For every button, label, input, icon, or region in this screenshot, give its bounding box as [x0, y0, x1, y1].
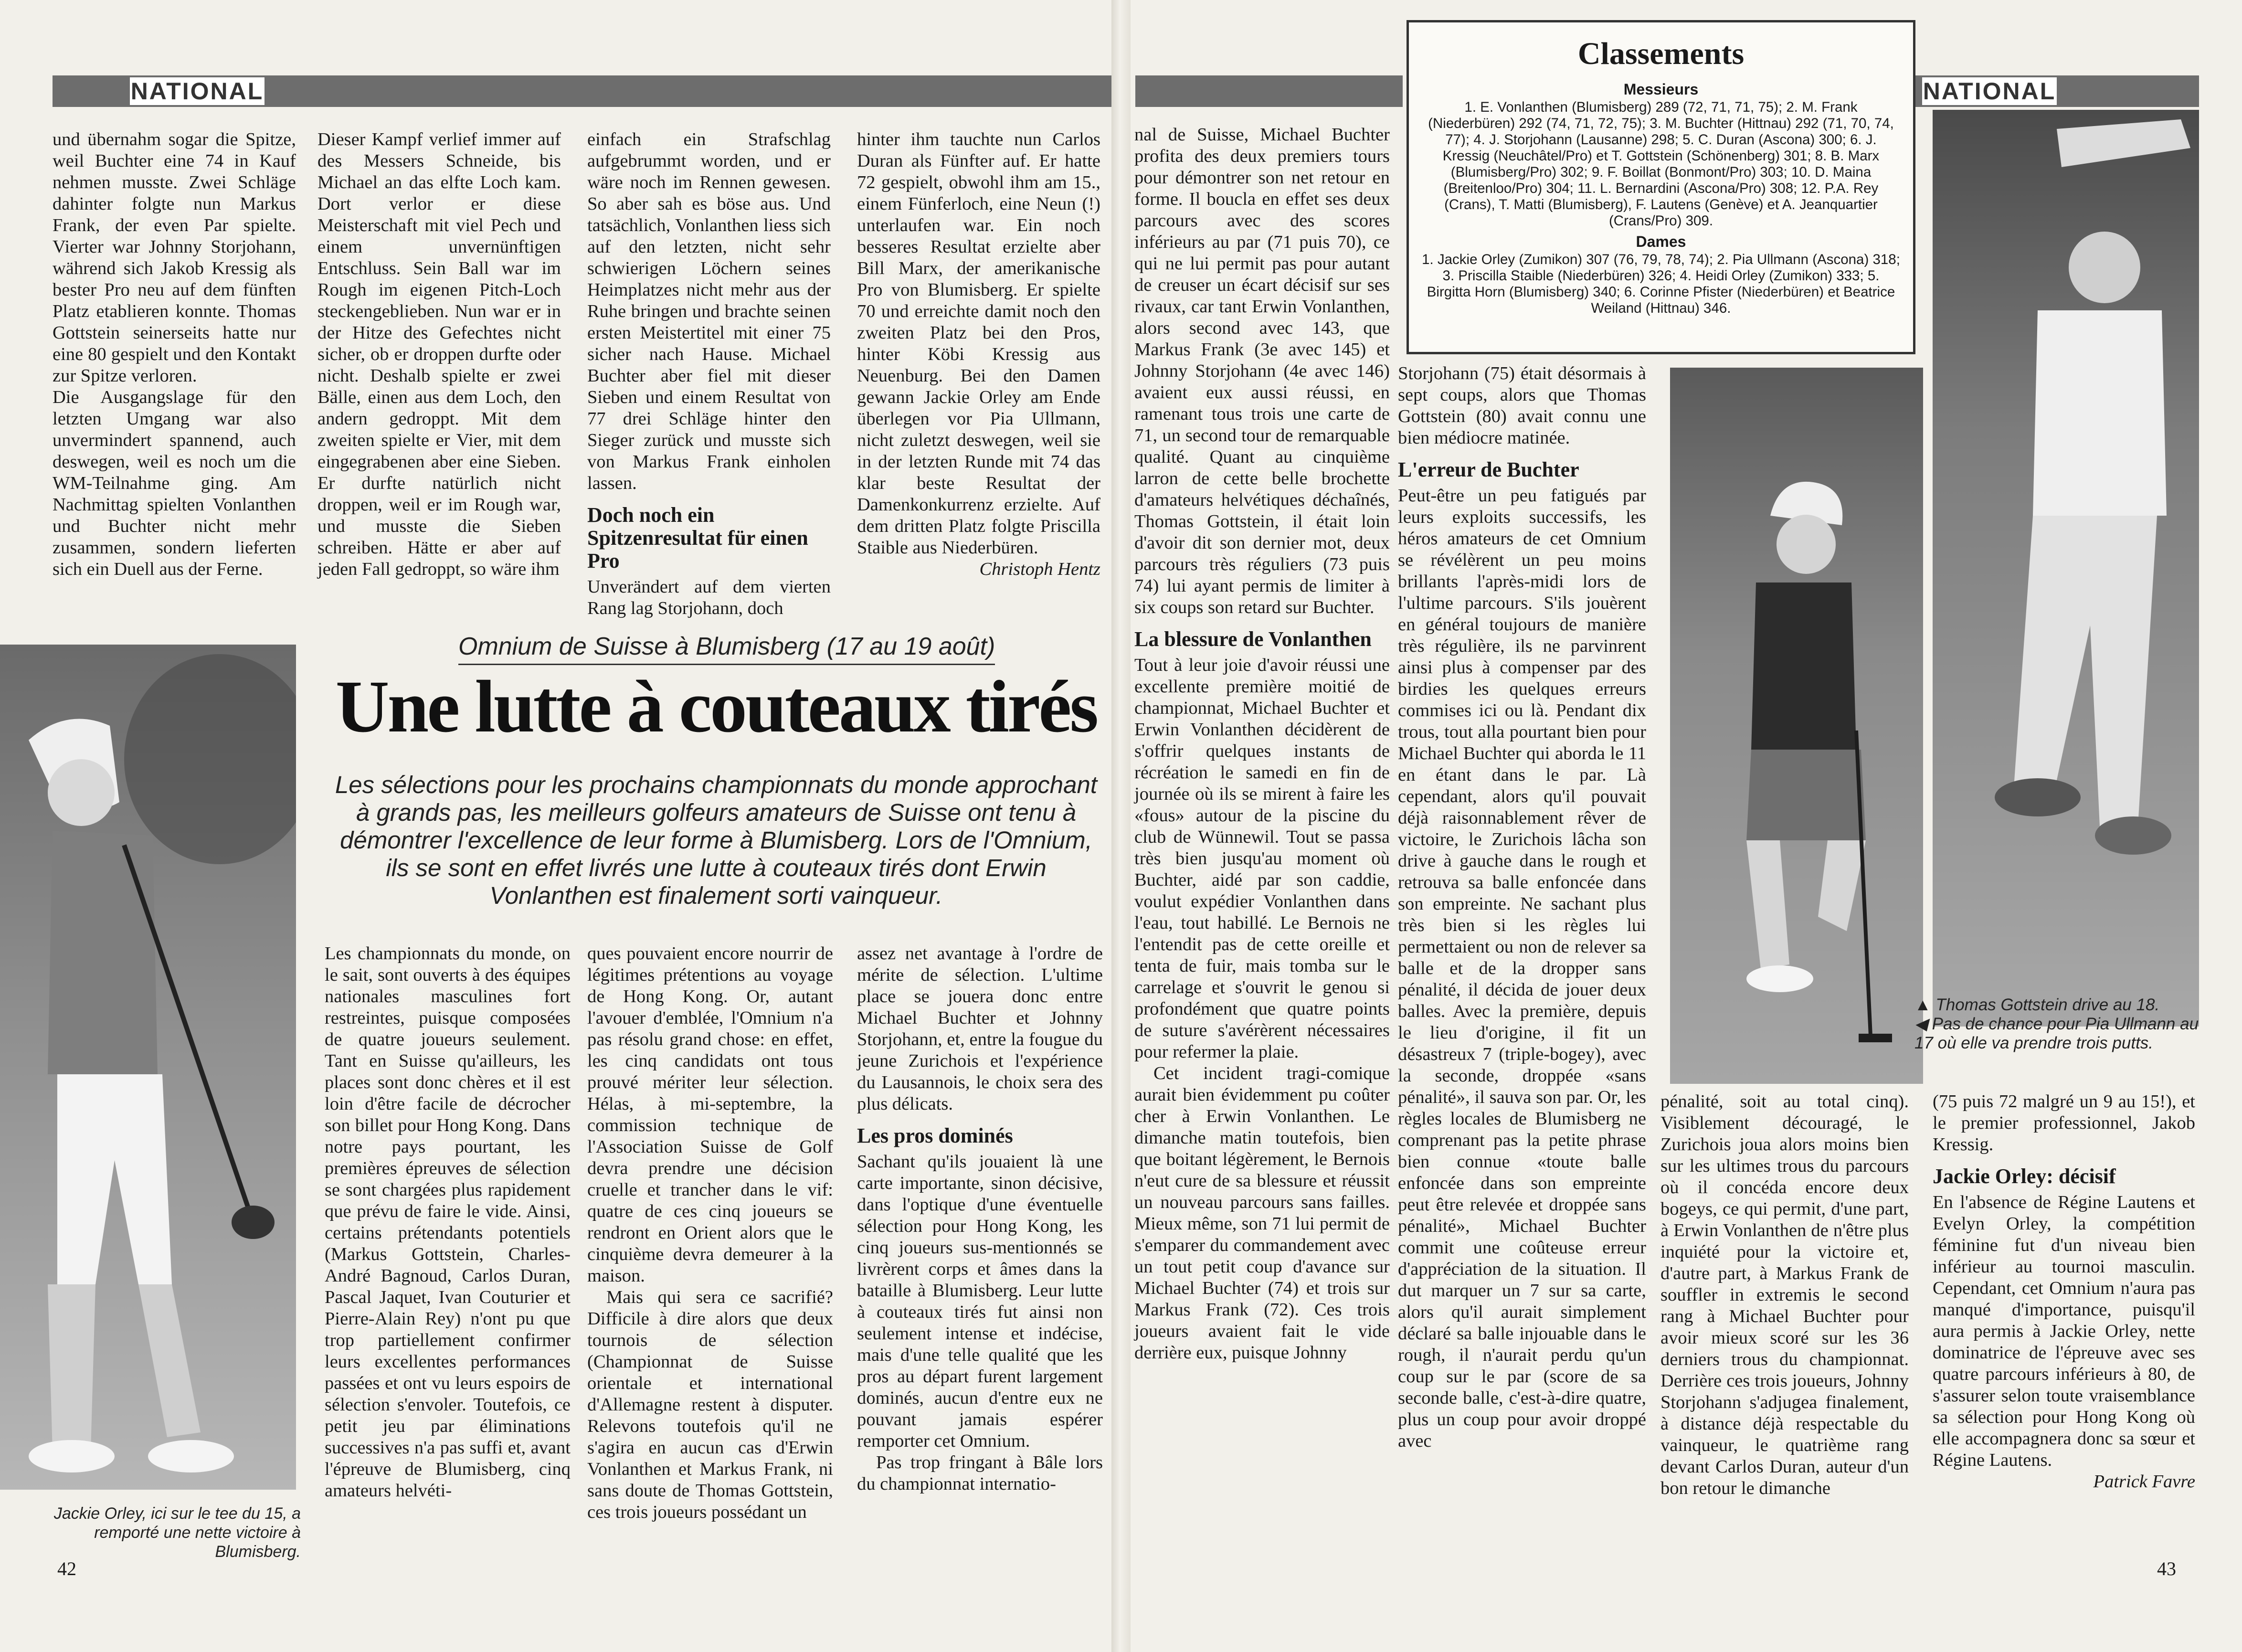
german-column-4: [857, 129, 1100, 580]
jackie-orley-photo: [0, 645, 296, 1490]
article-text: Peut-être un peu fatigués par leurs exploits successifs, les héros amateurs de cet Omnium se révélèrent un peu moins brillants l'après-midi lors de l'ultime parcours. S'ils jouèrent en général toujours de manière très régulière, ils ne parvinrent ainsi plus à compenser par des birdies les quelques erreurs commises ici ou là. Pendant dix trous, tout alla pourtant bien pour Michael Buchter qui aborda le 11 en étant dans le par. Là cependant, alors qu'il pouvait déjà raisonnablement rêver de victoire, le Zurichois lâcha son drive à gauche dans le rough et retrouva sa balle enfoncée dans son empreinte. Ne sachant plus très bien si les règles lui permettaient ou non de relever sa balle et de la dropper sans pénalité, il décida de jouer deux balles. Avec la première, depuis le lieu d'origine, il fit un désastreux 7 (triple-bogey), avec la seconde, droppée «sans pénalité», il sauva son par. Or, les règles locales de Blumisberg ne comprenant pas la petite phrase bien connue «toute balle enfoncée dans son empreinte peut être relevée et droppée sans pénalité», Michael Buchter commit une coûteuse erreur d'appréciation de la situation. Il dut marquer un 7 sur sa carte, alors qu'il aurait simplement déclaré sa balle injouable dans le rough, il n'aurait perdu qu'un coup sur le par (score de sa seconde balle, c'est-à-dire quatre, plus un coup pour avoir droppé avec: [1398, 486, 1646, 1451]
classements-title: Classements: [1577, 36, 1745, 71]
author-signature: Christoph Hentz: [979, 559, 1100, 579]
article-text: assez net avantage à l'ordre de mérite de sélection. L'ultime place se jouera donc entre Michael Buchter et Johnny Storjohann, et, entre la fougue du jeune Zurichois et l'expérience du Lausannois, le choix sera des plus délicats.: [857, 943, 1103, 1114]
section-heading: Jackie Orley: décisif: [1933, 1165, 2116, 1188]
thomas-gottstein-photo: [1933, 110, 2199, 1027]
right-column-1: [1134, 124, 1390, 1364]
french-column-1: [325, 943, 571, 1502]
section-bar: [2102, 75, 2199, 107]
golfer-putting-illustration: [1670, 368, 1923, 1084]
article-text: Dieser Kampf verlief immer auf des Messers Schneide, bis Michael an das elfte Loch kam. Dort verlor er diese Meisterschaft mit viel Pech und einem unvernünftigen Entschluss. Sein Ball war im Rough im eigenen Pitch-Loch steckengeblieben. Nun war er in der Hitze des Gefechtes nicht sicher, ob er droppen durfte oder nicht. Deshalb spielte er zwei Bälle, einen aus dem Loch, den andern gedroppt. Mit dem zweiten spielte er Vier, mit dem eingegrabenen aber eine Sieben. Er durfte natürlich nicht droppen, weil er im Rough war, und musste die Sieben schreiben. Hätte er aber auf jeden Fall gedroppt, so wäre ihm: [317, 129, 561, 579]
article-text: und übernahm sogar die Spitze, weil Buchter eine 74 in Kauf nehmen musste. Zwei Schläge dahinter folgte nun Markus Frank, der even Par spielte. Vierter war Johnny Storjohann, während sich Jakob Kressig als bester Pro neu auf dem fünften Platz etablieren konnte. Thomas Gottstein seinerseits hatte nur eine 80 gespielt und den Kontakt zur Spitze verloren.: [53, 129, 296, 386]
men-results: 1. E. Vonlanthen (Blumisberg) 289 (72, 71, 71, 75); 2. M. Frank (Niederbüren) 292 (74, 71, 72, 75); 3. M. Buchter (Hittnau) 292 (71, 70, 74, 77); 4. J. Storjohann (Lausanne) 298; 5. C. Duran (Ascona) 300; 6. J. Kressig (Neuchâtel/Pro) et T. Gottstein (Schönenberg) 301; 8. B. Marx (Blumisberg/Pro) 302; 9. F. Boillat (Bonmont/Pro) 303; 10. D. Maina (Breitenloo/Pro) 304; 11. L. Bernardini (Ascona/Pro) 308; 12. P.A. Rey (Crans), T. Matti (Blumisberg), F. Lautens (Genève) et A. Jeanquartier (Crans/Pro) 309.: [1428, 99, 1894, 229]
women-heading: Dames: [1636, 233, 1686, 250]
article-text: Tout à leur joie d'avoir réussi une excellente première moitié de championnat, Michael Buchter et Erwin Vonlanthen décidèrent de s'offrir quelques instants de récréation le samedi en fin de journée où ils se mirent à faire les «fous» autour de la piscine du club de Wünnewil. Tout se passa très bien jusqu'au moment où Buchter, aidé par son caddie, voulut expédier Vonlanthen dans l'eau, tout habillé. Le Bernois ne l'entendit pas de cette oreille et tenta de fuir, mais tomba sur le carrelage et s'ouvrit le genou si profondément que quatre points de suture s'avérèrent nécessaires pour refermer la plaie.: [1134, 655, 1390, 1062]
article-text: Unverändert auf dem vierten Rang lag Storjohann, doch: [587, 577, 831, 618]
article-text: En l'absence de Régine Lautens et Evelyn Orley, la compétition féminine fut d'un niveau bien inférieur au tournoi masculin. Cependant, cet Omnium n'aura pas manqué d'importance, puisqu'il aura permis à Jackie Orley, nette dominatrice de l'épreuve avec ses quatre parcours inférieurs à 80, de s'assurer selon toute vraisemblance sa sélection pour Hong Kong où elle accompagnera donc sa sœur et Régine Lautens.: [1933, 1192, 2195, 1470]
right-column-3: [1660, 1091, 1909, 1499]
article-text: Les championnats du monde, on le sait, sont ouverts à des équipes nationales masculines fort restreintes, puisque composées de quatre joueurs seulement. Tant en Suisse qu'ailleurs, les places sont donc chères et il est loin d'être facile de décrocher son billet pour Hong Kong. Dans notre pays pourtant, les premières épreuves de sélection se sont chargées plus rapidement que prévu de faire le vide. Ainsi, certains prétendants potentiels (Markus Gottstein, Charles-André Bagnoud, Carlos Duran, Pascal Jaquet, Ivan Couturier et Pierre-Alain Rey) n'ont pu que trop partiellement confirmer leurs excellentes performances passées et ont vu leurs espoirs de sélection s'envoler. Toutefois, ce petit jeu par éliminations successives n'a pas suffi et, avant l'épreuve de Blumisberg, cinq amateurs helvéti-: [325, 943, 571, 1501]
section-label: NATIONAL: [1920, 75, 2059, 107]
german-column-2: [317, 129, 561, 580]
section-heading: Doch noch ein Spitzenresultat für einen Pro: [587, 503, 808, 572]
article-text: Storjohann (75) était désormais à sept coups, alors que Thomas Gottstein (80) avait connu une bien médiocre matinée.: [1398, 363, 1646, 448]
golfer-illustration: [0, 645, 296, 1490]
article-text: Cet incident tragi-comique aurait bien évidemment pu coûter cher à Erwin Vonlanthen. Le dimanche matin toutefois, bien que boitant légèrement, le Bernois n'eut cure de sa blessure et réussit un nouveau parcours sans failles. Mieux même, son 71 lui permit de s'emparer du commandement avec un tout petit coup d'avance sur Michael Buchter (74) et trois sur Markus Frank (72). Ces trois joueurs avaient fait le vide derrière eux, puisque Johnny: [1134, 1063, 1390, 1363]
article-text: Die Ausgangslage für den letzten Umgang war also unvermindert spannend, auch deswegen, weil es noch um die WM-Teilnahme ging. Am Nachmittag spielten Vonlanthen und Buchter nicht mehr zusammen, sondern lieferten sich ein Duell aus der Ferne.: [53, 387, 296, 579]
french-column-3: [857, 943, 1103, 1495]
page-gutter: [1111, 0, 1131, 1652]
photo-caption: Jackie Orley, ici sur le tee du 15, a remporté une nette victoire à Blumisberg.: [53, 1504, 301, 1561]
german-column-3: [587, 129, 831, 619]
article-text: Mais qui sera ce sacrifié? Difficile à dire alors que deux tournois de sélection (Championnat de Suisse orientale et international d'Allemagne restent à disputer. Relevons toutefois qu'il ne s'agira en aucun cas d'Erwin Vonlanthen et Markus Frank, ni sans doute de Thomas Gottstein, ces trois joueurs possédant un: [587, 1287, 833, 1522]
article-text: nal de Suisse, Michael Buchter profita des deux premiers tours pour démontrer son net retour en forme. Il boucla en effet ses deux parcours avec des scores inférieurs au par (71 puis 70), ce qui ne lui permit pas pour autant de creuser un écart décisif sur ses rivaux, car tant Erwin Vonlanthen, alors second avec 143, que Markus Frank (3e avec 145) et Johnny Storjohann (4e avec 146) avaient eux aussi réussi, en ramenant tous trois une carte de 71, un second tour de remarquable qualité. Quant au cinquième larron de cette belle brochette d'amateurs helvétiques déchaînés, Thomas Gottstein, il était loin d'avoir dit son dernier mot, deux parcours très réguliers (73 puis 74) lui ayant permis de limiter à six coups son retard sur Buchter.: [1134, 125, 1390, 617]
right-column-2: [1398, 363, 1646, 1452]
section-heading: L'erreur de Buchter: [1398, 458, 1579, 481]
women-results: 1. Jackie Orley (Zumikon) 307 (76, 79, 78, 74); 2. Pia Ullmann (Ascona) 318; 3. Priscilla Staible (Niederbüren) 326; 4. Heidi Orley (Zumikon) 333; 5. Birgitta Horn (Blumisberg) 340; 6. Corinne Pfister (Niederbüren) et Beatrice Weiland (Hittnau) 346.: [1422, 252, 1900, 316]
article-text: Pas trop fringant à Bâle lors du championnat internatio-: [857, 1452, 1103, 1494]
article-text: (75 puis 72 malgré un 9 au 15!), et le premier professionnel, Jakob Kressig.: [1933, 1091, 2195, 1154]
caption-line: ▲ Thomas Gottstein drive au 18.: [1914, 995, 2160, 1014]
author-signature: Patrick Favre: [2093, 1472, 2195, 1492]
page-number: 42: [57, 1558, 76, 1579]
section-heading: Les pros dominés: [857, 1124, 1013, 1147]
caption-line: ◀ Pas de chance pour Pia Ullmann au 17 où elle va prendre trois putts.: [1914, 1015, 2199, 1052]
section-heading: La blessure de Vonlanthen: [1134, 627, 1372, 651]
section-bar: [1135, 75, 1403, 107]
pia-ullmann-photo: [1670, 368, 1923, 1084]
article-text: Sachant qu'ils jouaient là une carte importante, sinon décisive, dans l'optique d'une éventuelle sélection pour Hong Kong, les cinq joueurs sus-mentionnés se livrèrent corps et âmes dans la bataille à Blumisberg. Leur lutte à couteaux tirés fut ainsi non seulement intense et indécise, mais d'une telle qualité que les pros au départ furent largement dominés, aucun d'entre eux ne pouvant jamais espérer remporter cet Omnium.: [857, 1152, 1103, 1451]
section-label: NATIONAL: [128, 75, 266, 107]
article-lead: Les sélections pour les prochains championnats du monde approchant à grands pas, les meilleurs golfeurs amateurs de Suisse ont tenu à démontrer l'excellence de leur forme à Blumisberg. Lors de l'Omnium, ils se sont en effet livrés une lutte à couteaux tirés dont Erwin Vonlanthen est finalement sorti vainqueur.: [335, 771, 1098, 909]
article-text: pénalité, soit au total cinq). Visiblement découragé, le Zurichois joua alors moins bien sur les ultimes trous du parcours où il concéda encore deux bogeys, ce qui permit, d'une part, à Erwin Vonlanthen de n'être plus inquiété pour la victoire et, d'autre part, à Markus Frank de souffler in extremis le second rang à Michael Buchter pour avoir mieux scoré sur les 36 derniers trous du championnat. Derrière ces trois joueurs, Johnny Storjohann s'adjugea finalement, à distance déjà respectable du vainqueur, le quatrième rang devant Carlos Duran, auteur d'un bon retour le dimanche: [1660, 1091, 1909, 1498]
photo-caption: [1914, 995, 2201, 1053]
classements-box: [1407, 20, 1915, 354]
article-text: einfach ein Strafschlag aufgebrummt worden, und er wäre noch im Rennen gewesen. So aber sah es böse aus. Und tatsächlich, Vonlanthen liess sich auf den letzten, nicht sehr schwierigen Löchern seines Heimplatzes nicht mehr aus der Ruhe bringen und brachte seinen ersten Meistertitel mit einer 75 sicher nach Hause. Michael Buchter aber fiel mit dieser Sieben und einem Resultat von 77 drei Schläge hinter den Sieger zurück und musste sich von Markus Frank einholen lassen.: [587, 129, 831, 493]
article-kicker: Omnium de Suisse à Blumisberg (17 au 19 août): [458, 632, 995, 665]
page-number: 43: [2157, 1558, 2176, 1579]
french-column-2: [587, 943, 833, 1523]
left-page: [0, 0, 1111, 1652]
men-heading: Messieurs: [1623, 81, 1699, 98]
golfer-drive-illustration: [1933, 110, 2199, 1027]
right-column-4: [1933, 1091, 2195, 1493]
german-column-1: [53, 129, 296, 580]
article-text: hinter ihm tauchte nun Carlos Duran als Fünfter auf. Er hatte 72 gespielt, obwohl ihm am 15., einem Fünferloch, eine Neun (!) unterlaufen war. Ein noch besseres Resultat erzielte aber Bill Marx, der amerikanische Pro von Blumisberg. Er spielte 70 und erreichte damit noch den zweiten Platz bei den Pros, hinter Köbi Kressig aus Neuenburg. Bei den Damen gewann Jackie Orley am Ende überlegen vor Pia Ullmann, nicht zuletzt deswegen, weil sie in der letzten Runde mit 74 das klar beste Resultat der Damenkonkurrenz erzielte. Auf dem dritten Platz folgte Priscilla Staible aus Niederbüren.: [857, 129, 1100, 558]
article-headline: Une lutte à couteaux tirés: [335, 665, 1097, 748]
article-text: ques pouvaient encore nourrir de légitimes prétentions au voyage de Hong Kong. Or, autant l'avouer d'emblée, l'Omnium n'a pas résolu grand chose: en effet, les cinq candidats ont tous prouvé mériter leur sélection. Hélas, à mi-septembre, la commission technique de l'Association Suisse de Golf devra prendre une décision cruelle et trancher dans le vif: quatre de ces cinq joueurs se rendront en Orient alors que le cinquième devra demeurer à la maison.: [587, 943, 833, 1286]
